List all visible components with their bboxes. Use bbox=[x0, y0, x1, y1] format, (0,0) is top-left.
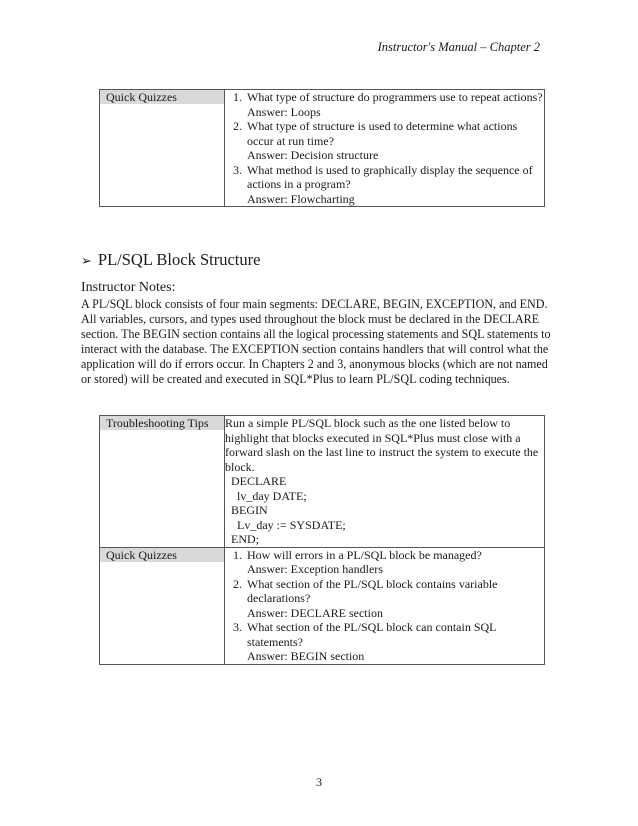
quiz-answer: Answer: Flowcharting bbox=[247, 191, 355, 206]
quiz-answer: Answer: Loops bbox=[247, 104, 321, 119]
section-title: PL/SQL Block Structure bbox=[97, 250, 261, 269]
quiz-item bbox=[245, 90, 544, 119]
quiz-item bbox=[245, 620, 544, 664]
troubleshooting-content bbox=[225, 416, 545, 548]
quiz-list-1 bbox=[225, 90, 544, 206]
page-number: 3 bbox=[316, 775, 322, 789]
quiz-item bbox=[245, 163, 544, 207]
troubleshooting-text: Run a simple PL/SQL block such as the one listed below to highlight that blocks executed in SQL*Plus must close with a forward slash on the last line to instruct the system to execute the block. bbox=[225, 416, 539, 474]
quiz-answer: Answer: BEGIN section bbox=[247, 649, 365, 663]
quick-quizzes-content-2 bbox=[225, 547, 545, 664]
page-header: Instructor's Manual – Chapter 2 bbox=[377, 40, 540, 54]
instructor-notes-title: Instructor Notes: bbox=[81, 280, 176, 295]
tips-quizzes-table bbox=[99, 415, 545, 665]
quiz-question: How will errors in a PL/SQL block be managed? bbox=[247, 547, 482, 562]
quick-quizzes-label-cell bbox=[100, 90, 225, 207]
quick-quizzes-label-cell-2 bbox=[100, 547, 225, 664]
quiz-answer: Answer: Exception handlers bbox=[247, 562, 383, 576]
quiz-question: What type of structure do programmers use to repeat actions? bbox=[247, 90, 543, 104]
quick-quizzes-table-1 bbox=[99, 89, 545, 207]
quiz-question: What section of the PL/SQL block can contain SQL statements? bbox=[247, 620, 497, 649]
arrow-bullet-icon: ➢ bbox=[81, 253, 92, 268]
quiz-item bbox=[245, 577, 544, 621]
quick-quizzes-label: Quick Quizzes bbox=[100, 90, 224, 104]
quiz-list-2 bbox=[225, 548, 544, 664]
quiz-item bbox=[245, 119, 544, 163]
quiz-answer: Answer: Decision structure bbox=[247, 148, 379, 162]
instructor-notes-body: A PL/SQL block consists of four main segments: DECLARE, BEGIN, EXCEPTION, and END. All variables, cursors, and types used throughout the block must be declared in the DECLARE section. The BEGIN section contains all the logical processing statements and SQL statements to interact with the database. The EXCEPTION section contains handlers that will control what the application will do if errors occur. In Chapters 2 and 3, anonymous blocks (which are not named or stored) will be created and executed in SQL*Plus to learn PL/SQL coding techniques. bbox=[81, 297, 551, 386]
quiz-question: What method is used to graphically display the sequence of actions in a program? bbox=[247, 162, 533, 191]
quiz-item bbox=[245, 548, 544, 577]
section-heading bbox=[81, 250, 260, 270]
code-sample: DECLARE lv_day DATE; BEGIN Lv_day := SYSDATE; END; bbox=[231, 474, 346, 546]
quiz-answer: Answer: DECLARE section bbox=[247, 605, 383, 620]
troubleshooting-label: Troubleshooting Tips bbox=[100, 416, 224, 430]
quiz-question: What type of structure is used to determine what actions occur at run time? bbox=[247, 119, 518, 148]
troubleshooting-label-cell bbox=[100, 416, 225, 548]
quiz-question: What section of the PL/SQL block contains variable declarations? bbox=[247, 576, 498, 605]
quick-quizzes-content bbox=[225, 90, 545, 207]
quick-quizzes-label-2: Quick Quizzes bbox=[100, 548, 224, 562]
